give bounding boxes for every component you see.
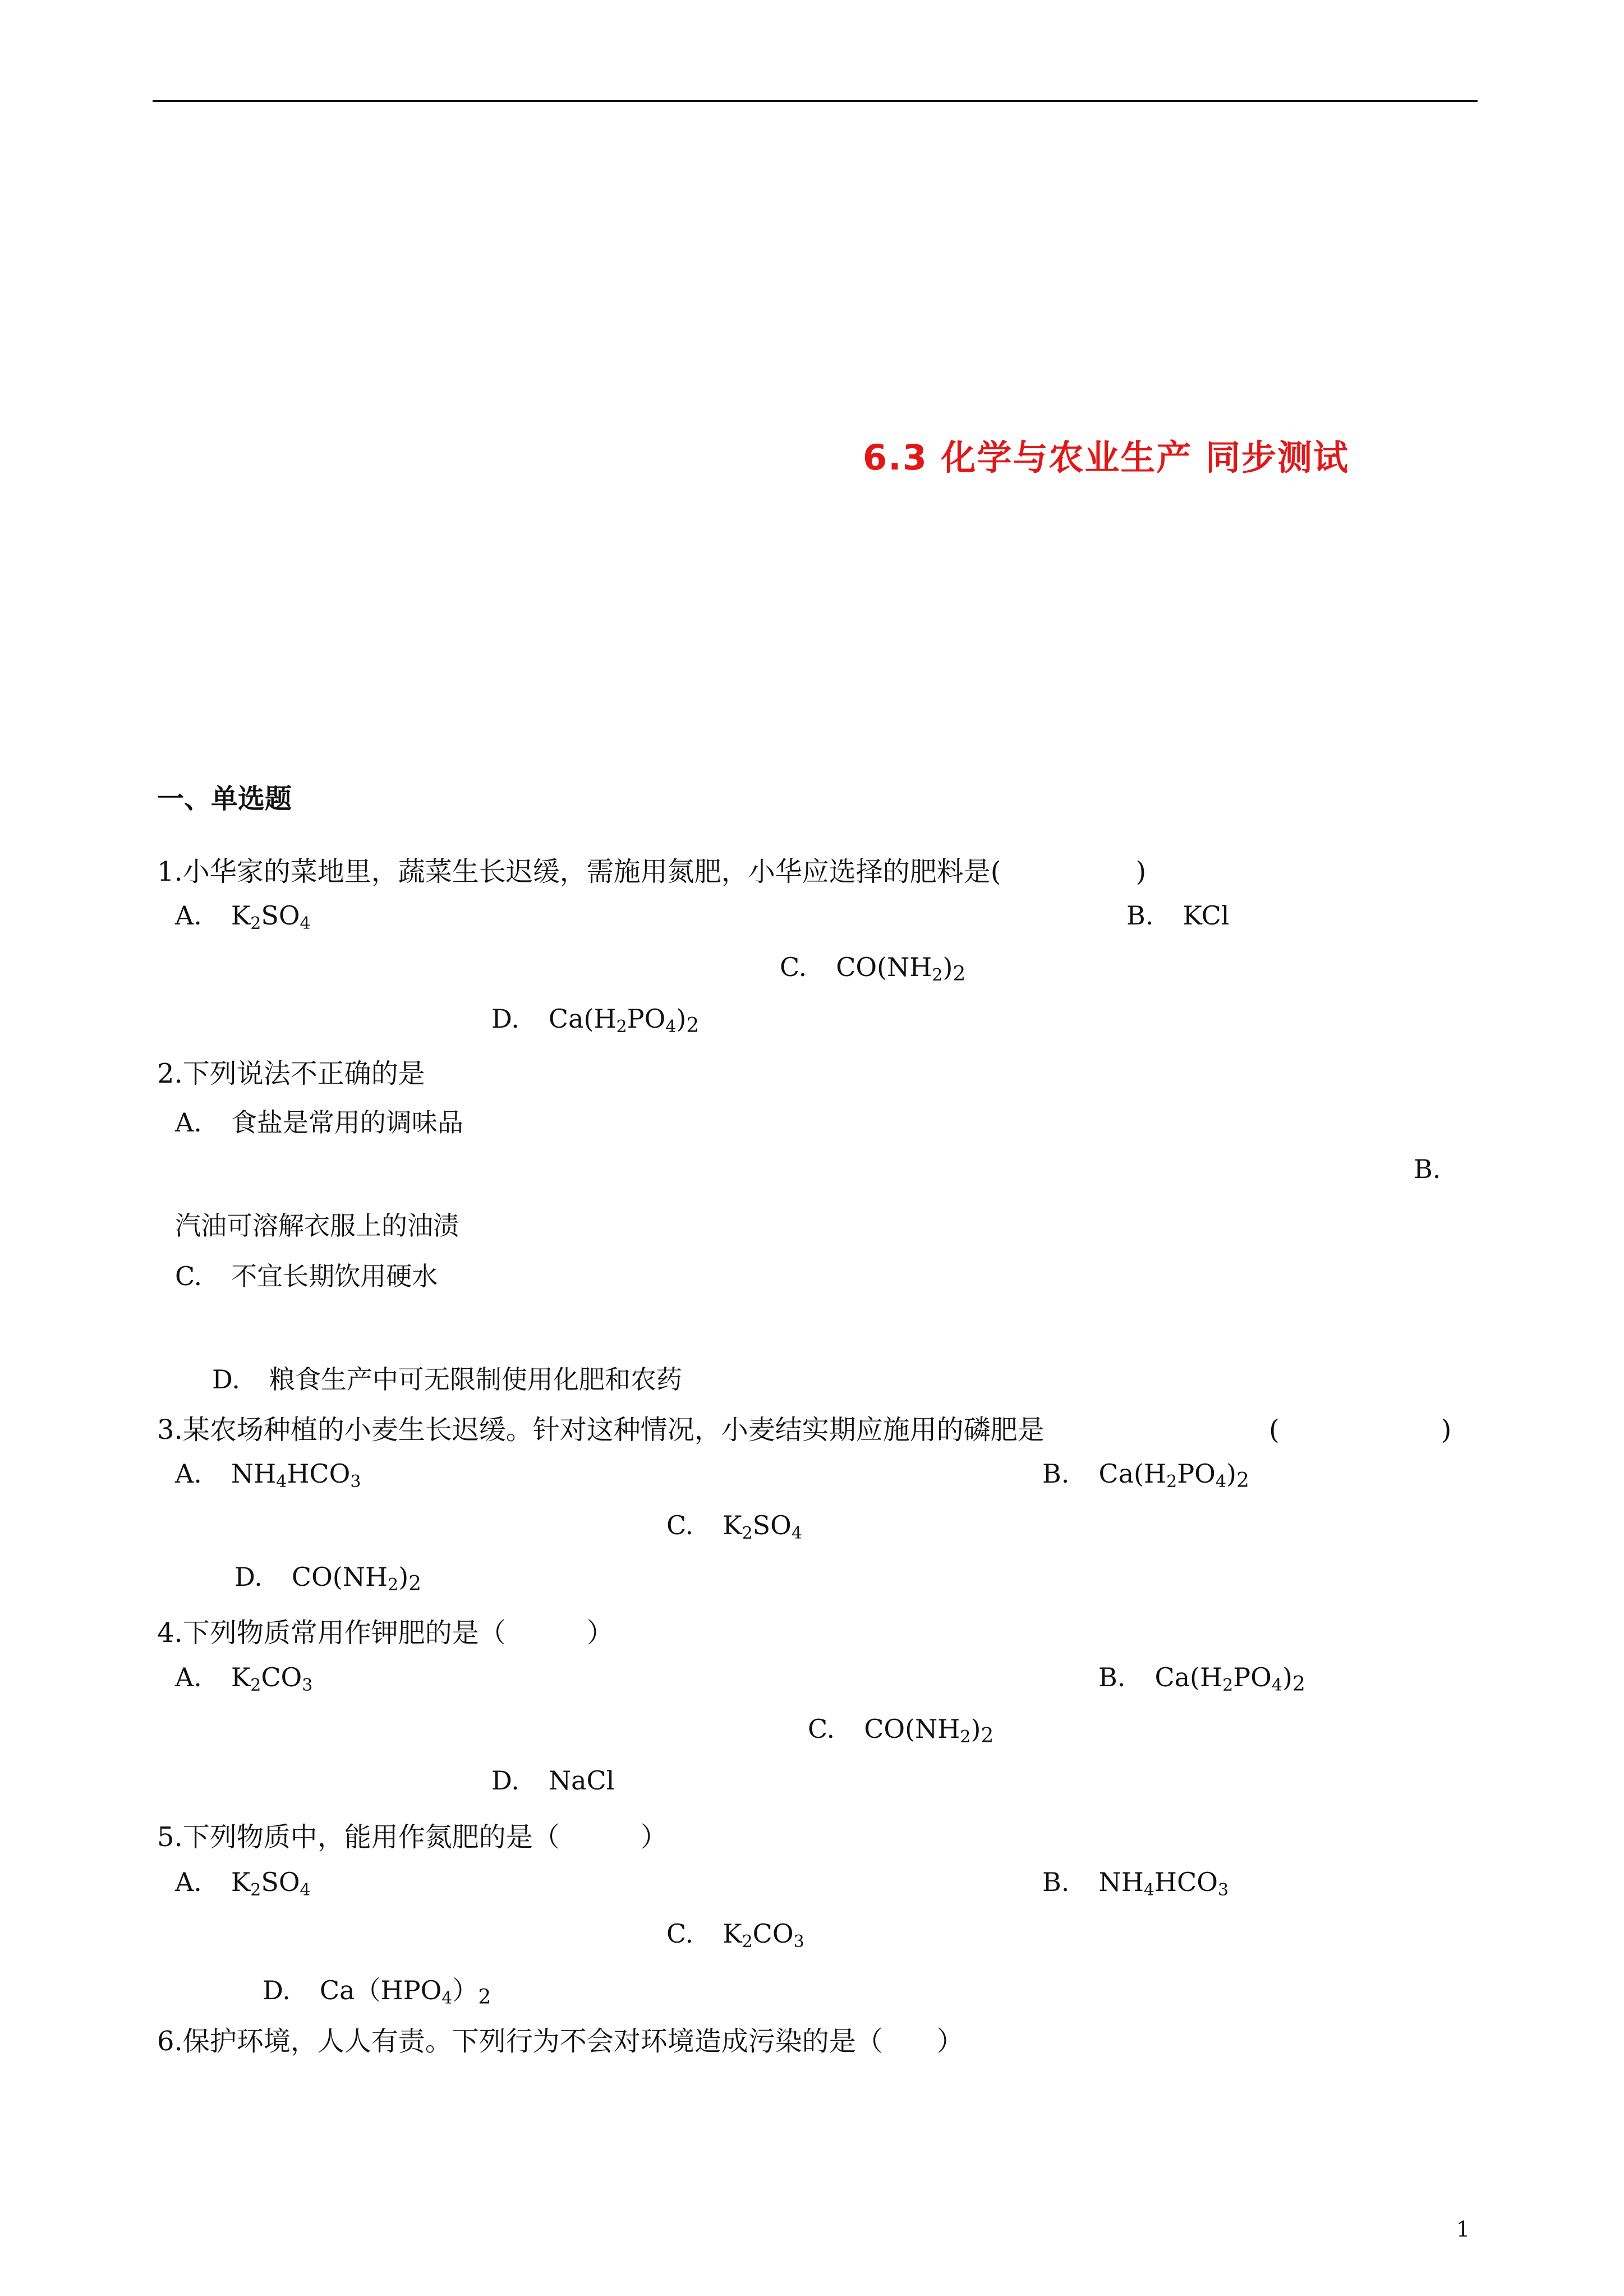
option-text: $Ca(H_2PO_4)2$ [548,1004,700,1037]
question-1-stem: 1.小华家的菜地里，蔬菜生长迟缓，需施用氮肥，小华应选择的肥料是( ) [157,856,1147,887]
question-2-stem: 2.下列说法不正确的是 [157,1058,425,1089]
option-text: 不宜长期饮用硬水 [231,1261,438,1291]
option-label: A. [175,900,202,931]
option-text: $K_2CO_3$ [231,1662,313,1695]
q1-option-b[interactable] [1126,900,1229,931]
q1-option-a[interactable] [175,900,311,933]
option-text: $CO(NH_2)2$ [836,952,966,986]
q3-option-d[interactable] [234,1562,421,1595]
q2-option-a[interactable] [175,1102,463,1139]
option-text: 粮食生产中可无限制使用化肥和农药 [269,1364,682,1395]
option-label: D. [212,1364,240,1395]
q2-option-b-label[interactable]: B. [1414,1154,1441,1184]
option-label: D. [491,1004,519,1034]
option-label: C. [175,1261,203,1291]
q5-option-a[interactable] [175,1867,311,1900]
page-number: 1 [1456,2217,1470,2242]
q5-option-d[interactable] [263,1970,491,2009]
q4-option-a[interactable] [175,1662,312,1695]
option-label: C. [666,1918,694,1949]
option-text: KCl [1183,900,1230,931]
option-text: $K_2SO_4$ [231,900,311,933]
question-6-stem: 6.保护环境，人人有责。下列行为不会对环境造成污染的是（ ） [157,2026,964,2057]
question-3-answer-blank: ( ) [1269,1414,1452,1446]
q2-option-c[interactable] [175,1256,438,1293]
header-rule [153,100,1478,102]
q2-option-b-text: 汽油可溶解衣服上的油渍 [175,1211,459,1241]
option-label: C. [808,1714,835,1744]
q4-option-b[interactable] [1098,1662,1305,1696]
section-heading: 一、单选题 [157,783,292,815]
option-text: $K_2SO_4$ [723,1510,802,1543]
q1-option-d[interactable] [491,1004,699,1037]
option-text: $NH_4HCO_3$ [1098,1867,1229,1900]
option-text: $NH_4HCO_3$ [231,1458,361,1492]
option-label: B. [1126,900,1154,931]
option-text: NaCl [548,1765,615,1796]
q3-option-a[interactable] [175,1458,361,1492]
question-4-stem: 4.下列物质常用作钾肥的是（ ） [157,1617,614,1649]
option-label: A. [175,1662,202,1692]
option-label: A. [175,1458,202,1489]
option-text: $CO(NH_2)2$ [291,1562,422,1595]
q3-option-b[interactable] [1042,1458,1249,1492]
q4-option-d[interactable] [491,1765,614,1796]
option-label: A. [175,1867,202,1897]
option-text: $K_2CO_3$ [723,1918,804,1952]
q3-option-c[interactable] [666,1510,802,1543]
option-label: B. [1042,1458,1070,1489]
option-text: $Ca(H_2PO_4)2$ [1154,1662,1305,1696]
option-text: $Ca(H_2PO_4)2$ [1098,1458,1249,1492]
option-label: B. [1042,1867,1070,1897]
option-text: $K_2SO_4$ [231,1867,311,1900]
question-5-stem: 5.下列物质中，能用作氮肥的是（ ） [157,1821,668,1853]
option-label: A. [175,1107,202,1138]
option-label: C. [666,1510,694,1540]
option-text: $Ca(HPO_4)2$ [319,1975,491,2009]
q4-option-c[interactable] [808,1714,993,1747]
q5-option-c[interactable] [666,1918,804,1952]
option-text: $CO(NH_2)2$ [864,1714,994,1747]
q2-option-d[interactable] [212,1359,682,1396]
option-label: B. [1098,1662,1126,1692]
option-label: D. [263,1975,291,2005]
q1-option-c[interactable] [780,952,965,986]
question-3-stem: 3.某农场种植的小麦生长迟缓。针对这种情况，小麦结实期应施用的磷肥是 [157,1414,1045,1446]
option-text: 食盐是常用的调味品 [231,1107,463,1138]
option-label: D. [234,1562,263,1592]
option-label: D. [491,1765,519,1796]
option-label: C. [780,952,807,982]
document-title: 6.3 化学与农业生产 同步测试 [863,437,1350,478]
q5-option-b[interactable] [1042,1867,1229,1900]
